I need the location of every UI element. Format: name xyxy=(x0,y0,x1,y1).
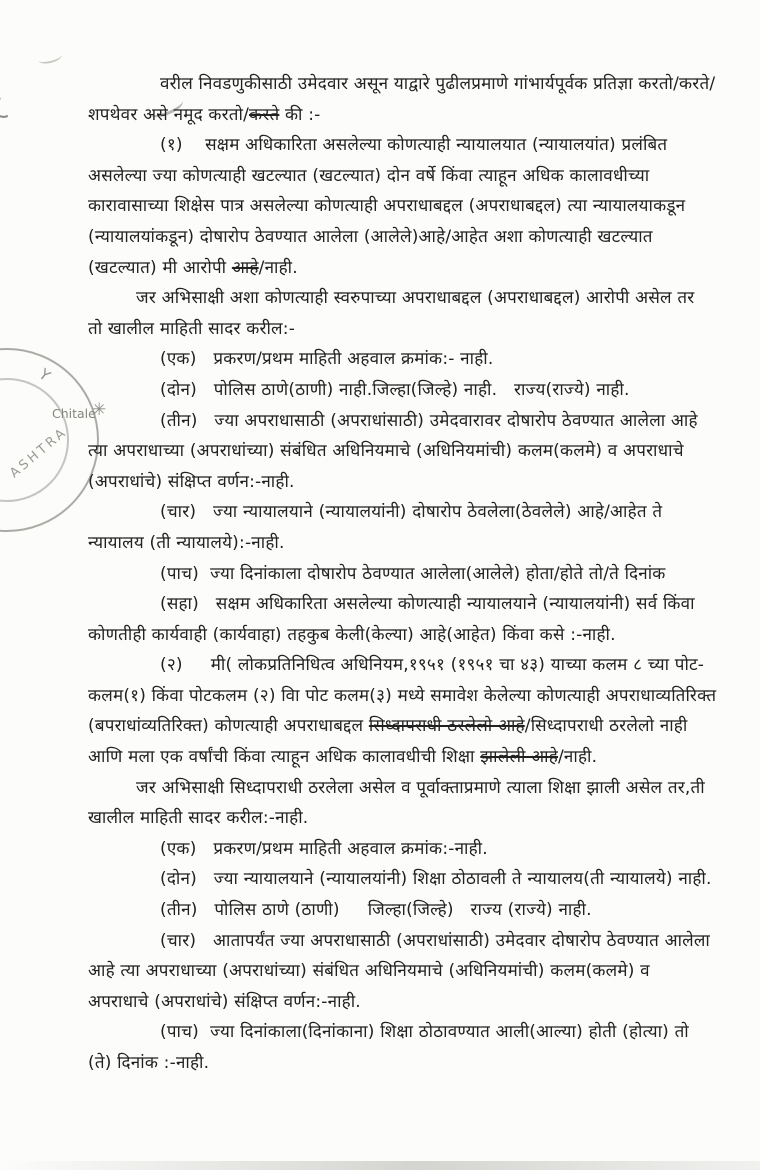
text-segment: (चार) ज्या न्यायालयाने (न्यायालयांनी) दोषारोप ठेवलेला(ठेवलेले) आहे/आहेत ते xyxy=(160,502,663,523)
text-segment: (१) सक्षम अधिकारिता असलेल्या कोणत्याही न्यायालयात (न्यायालयांत) प्रलंबित xyxy=(160,135,668,156)
text-line xyxy=(0,895,760,926)
text-line xyxy=(0,130,760,161)
text-segment: कलम(१) किंवा पोटकलम (२) विा पोट कलम(३) मध्ये समावेश केलेल्या कोणत्याही अपराधाव्यतिरिक्त xyxy=(88,685,717,706)
struck-text: सिध्दापराधी ठरलेलो आहे xyxy=(368,716,525,737)
text-segment: असलेल्या ज्या कोणत्याही खटल्यात (खटल्यात) दोन वर्षे किंवा त्याहून अधिक कालावधीच्या xyxy=(88,165,650,186)
text-line xyxy=(0,1048,760,1079)
text-segment: (दोन) ज्या न्यायालयाने (न्यायालयांनी) शिक्षा ठोठावली ते न्यायालय(ती न्यायालये) नाही. xyxy=(160,869,712,890)
text-line xyxy=(0,559,760,590)
text-segment: जर अभिसाक्षी अशा कोणत्याही स्वरुपाच्या अपराधाबद्दल (अपराधाबद्दल) आरोपी असेल तर xyxy=(136,288,695,309)
text-segment: (दोन) पोलिस ठाणे(ठाणी) नाही.जिल्हा(जिल्हे) नाही. राज्य(राज्ये) नाही. xyxy=(160,379,630,400)
text-line xyxy=(0,650,760,681)
text-line xyxy=(0,467,760,498)
text-line xyxy=(0,375,760,406)
text-line xyxy=(0,742,760,773)
text-line xyxy=(0,253,760,284)
text-segment: त्या अपराधाच्या (अपराधांच्या) संबंधित अधिनियमाचे (अधिनियमांची) कलम(कलमे) व अपराधाचे xyxy=(88,441,684,462)
text-segment: (ते) दिनांक :-नाही. xyxy=(88,1053,210,1073)
text-line xyxy=(0,406,760,437)
text-segment: शपथेवर असे नमूद करतो/ xyxy=(88,104,250,125)
stamp-name-text: Chitale xyxy=(52,406,96,421)
struck-text: आहे xyxy=(231,257,259,278)
text-segment: जर अभिसाक्षी सिध्दापराधी ठरलेला असेल व पूर्वाक्ताप्रमाणे त्याला शिक्षा झाली असेल तर,ती xyxy=(136,777,705,798)
text-segment: वरील निवडणुकीसाठी उमेदवार असून याद्वारे पुढीलप्रमाणे गांभार्यपूर्वक प्रतिज्ञा करतो/करते/ xyxy=(160,74,716,94)
text-line xyxy=(0,283,760,314)
stamp-top-letter: Y xyxy=(35,365,54,385)
text-line xyxy=(0,497,760,528)
text-segment: (एक) प्रकरण/प्रथम माहिती अहवाल क्रमांक:-नाही. xyxy=(160,838,488,859)
text-line xyxy=(0,344,760,375)
text-line xyxy=(0,987,760,1018)
text-line xyxy=(0,528,760,559)
text-line xyxy=(0,69,760,100)
text-line xyxy=(0,100,760,131)
text-line xyxy=(0,956,760,987)
text-segment: (सहा) सक्षम अधिकारिता असलेल्या कोणत्याही न्यायालयाने (न्यायालयांनी) सर्व किंवा xyxy=(160,594,695,615)
text-segment: (बपराधांव्यतिरिक्त) कोणत्याही अपराधाबद्दल xyxy=(88,716,369,737)
text-segment: (पाच) ज्या दिनांकाला(दिनांकाना) शिक्षा ठोठावण्यात आली(आल्या) होती (होत्या) तो xyxy=(160,1022,689,1043)
text-segment: कोणतीही कार्यवाही (कार्यवाहा) तहकुब केली(केल्या) आहे(आहेत) किंवा कसे :-नाही. xyxy=(88,624,616,645)
text-segment: आहे त्या अपराधाच्या (अपराधांच्या) संबंधित अधिनियमाचे (अधिनियमांची) कलम(कलमे) व xyxy=(88,961,650,982)
text-segment: /सिध्दापराधी ठरलेलो नाही xyxy=(524,716,688,737)
text-segment: /नाही. xyxy=(258,257,298,278)
text-segment: तो खालील माहिती सादर करील:- xyxy=(88,318,296,339)
text-line xyxy=(0,711,760,742)
text-segment: (पाच) ज्या दिनांकाला दोषारोप ठेवण्यात आलेला(आलेले) होता/होते तो/ते दिनांक xyxy=(160,563,666,584)
text-line xyxy=(0,589,760,620)
text-segment: (एक) प्रकरण/प्रथम माहिती अहवाल क्रमांक:- नाही. xyxy=(160,349,494,370)
text-line xyxy=(0,436,760,467)
text-line xyxy=(0,161,760,192)
text-segment: (न्यायालयांकडून) दोषारोप ठेवण्यात आलेला (आलेले)आहे/आहेत अशा कोणत्याही खटल्यात xyxy=(88,226,653,247)
text-line xyxy=(0,191,760,222)
text-line xyxy=(0,926,760,957)
stamp-arc-text: ASHTRA xyxy=(7,424,71,482)
text-segment: न्यायालय (ती न्यायालये):-नाही. xyxy=(88,532,285,553)
text-segment: (तीन) ज्या अपराधासाठी (अपराधांसाठी) उमेदवारावर दोषारोप ठेवण्यात आलेला आहे xyxy=(160,410,698,431)
star-icon: ✳ xyxy=(92,400,107,420)
text-segment: (२) मी( लोकप्रतिनिधित्व अधिनियम,१९५१ (१९५१ चा ४३) याच्या कलम ८ च्या पोट- xyxy=(160,655,705,676)
text-segment: कारावासाच्या शिक्षेस पात्र असलेल्या कोणत्याही अपराधाबद्दल (अपराधाबद्दल) त्या न्यायालयाकडून xyxy=(88,196,686,217)
text-line xyxy=(0,834,760,865)
struck-text: करते xyxy=(249,104,280,125)
text-line xyxy=(0,681,760,712)
struck-text: झालेली आहे xyxy=(480,747,558,768)
text-segment: (खटल्यात) मी आरोपी xyxy=(88,257,232,278)
text-segment: (अपराधांचे) संक्षिप्त वर्णन:-नाही. xyxy=(88,471,295,492)
text-segment: खालील माहिती सादर करील:-नाही. xyxy=(88,808,309,829)
text-line xyxy=(0,620,760,651)
text-segment: /नाही. xyxy=(557,747,598,768)
text-line xyxy=(0,773,760,804)
text-segment: की :- xyxy=(279,104,321,125)
text-line xyxy=(0,222,760,253)
document-body xyxy=(0,69,760,1079)
scanner-edge-band xyxy=(0,1161,760,1170)
text-segment: (तीन) पोलिस ठाणे (ठाणी) जिल्हा(जिल्हे) राज्य (राज्ये) नाही. xyxy=(160,900,592,921)
text-segment: आणि मला एक वर्षांची किंवा त्याहून अधिक कालावधीची शिक्षा xyxy=(88,747,481,768)
text-segment: अपराधाचे (अपराधांचे) संक्षिप्त वर्णन:-नाही. xyxy=(88,991,361,1012)
text-segment: (चार) आतापर्यंत ज्या अपराधासाठी (अपराधांसाठी) उमेदवार दोषारोप ठेवण्यात आलेला xyxy=(160,930,711,951)
text-line xyxy=(0,314,760,345)
text-line xyxy=(0,1017,760,1048)
pencil-mark xyxy=(37,49,63,65)
text-line xyxy=(0,864,760,895)
text-line xyxy=(0,803,760,834)
